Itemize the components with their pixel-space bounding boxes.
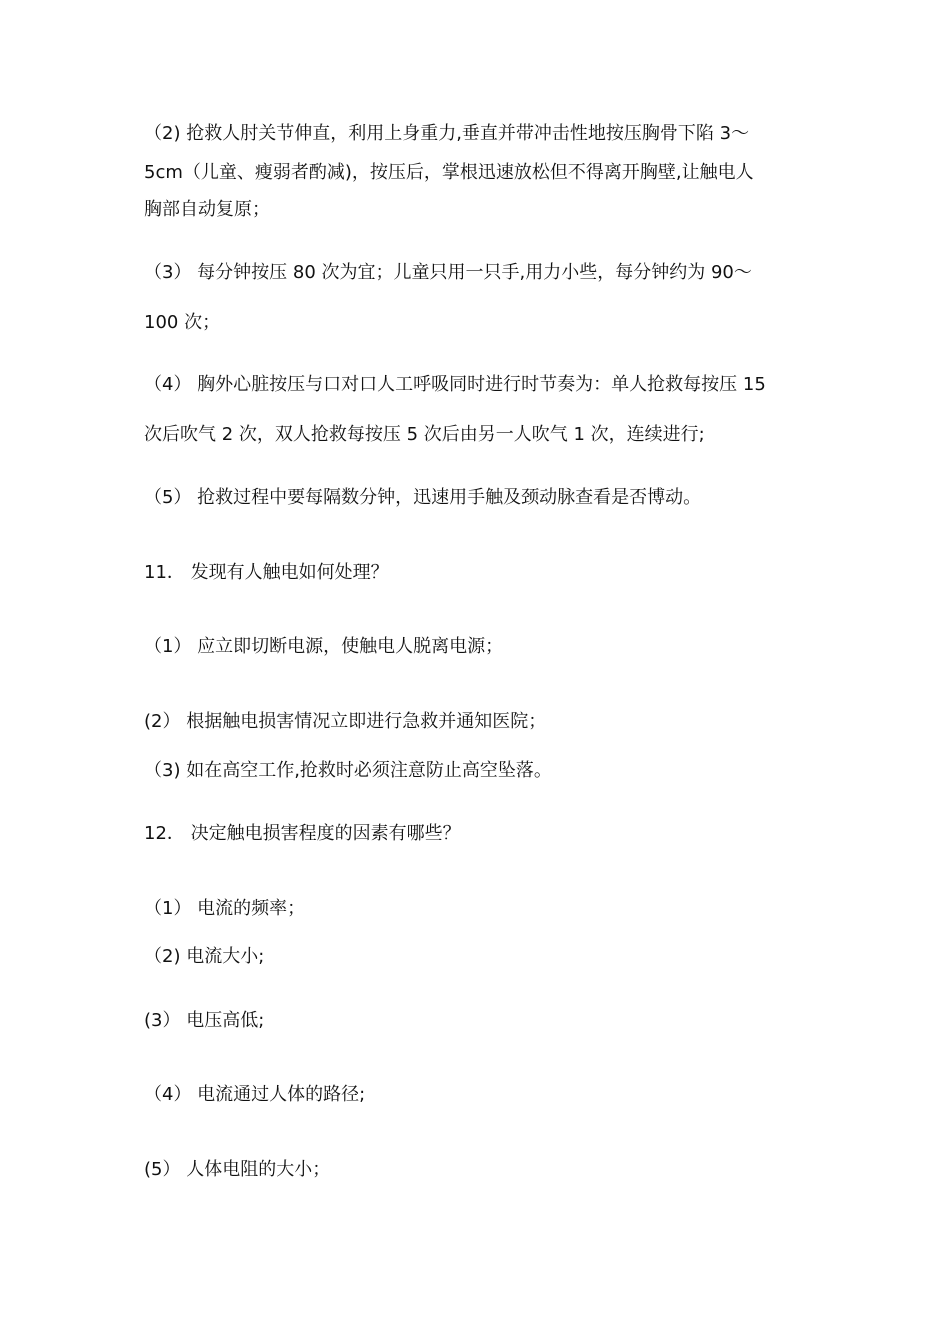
answer-12-item-5: (5） 人体电阻的大小； — [144, 1159, 331, 1180]
para-cpr-step-2-line-3: 胸部自动复原； — [144, 199, 270, 220]
answer-12-item-4: （4） 电流通过人体的路径; — [144, 1084, 366, 1105]
para-cpr-step-4-line-1: （4） 胸外心脏按压与口对口人工呼吸同时进行时节奏为：单人抢救每按压 15 — [144, 374, 766, 395]
answer-11-item-1: （1） 应立即切断电源，使触电人脱离电源； — [144, 636, 504, 657]
answer-11-item-3: （3) 如在高空工作,抢救时必须注意防止高空坠落。 — [144, 760, 552, 781]
para-cpr-step-4-line-2: 次后吹气 2 次，双人抢救每按压 5 次后由另一人吹气 1 次，连续进行; — [144, 424, 705, 445]
answer-12-item-1: （1） 电流的频率； — [144, 898, 306, 919]
answer-12-item-2: （2) 电流大小; — [144, 946, 265, 967]
para-cpr-step-3-line-2: 100 次； — [144, 312, 221, 333]
para-cpr-step-5: （5） 抢救过程中要每隔数分钟，迅速用手触及颈动脉查看是否博动。 — [144, 487, 702, 508]
para-cpr-step-3-line-1: （3） 每分钟按压 80 次为宜；儿童只用一只手,用力小些，每分钟约为 90～ — [144, 262, 752, 283]
answer-12-item-3: (3） 电压高低; — [144, 1010, 265, 1031]
question-12-heading: 12． 决定触电损害程度的因素有哪些？ — [144, 823, 461, 844]
question-11-heading: 11． 发现有人触电如何处理？ — [144, 562, 389, 583]
answer-11-item-2: (2） 根据触电损害情况立即进行急救并通知医院； — [144, 711, 547, 732]
para-cpr-step-2-line-1: （2) 抢救人肘关节伸直，利用上身重力,垂直并带冲击性地按压胸骨下陷 3～ — [144, 123, 750, 144]
para-cpr-step-2-line-2: 5cm（儿童、瘦弱者酌减)，按压后，掌根迅速放松但不得离开胸壁,让触电人 — [144, 162, 754, 183]
